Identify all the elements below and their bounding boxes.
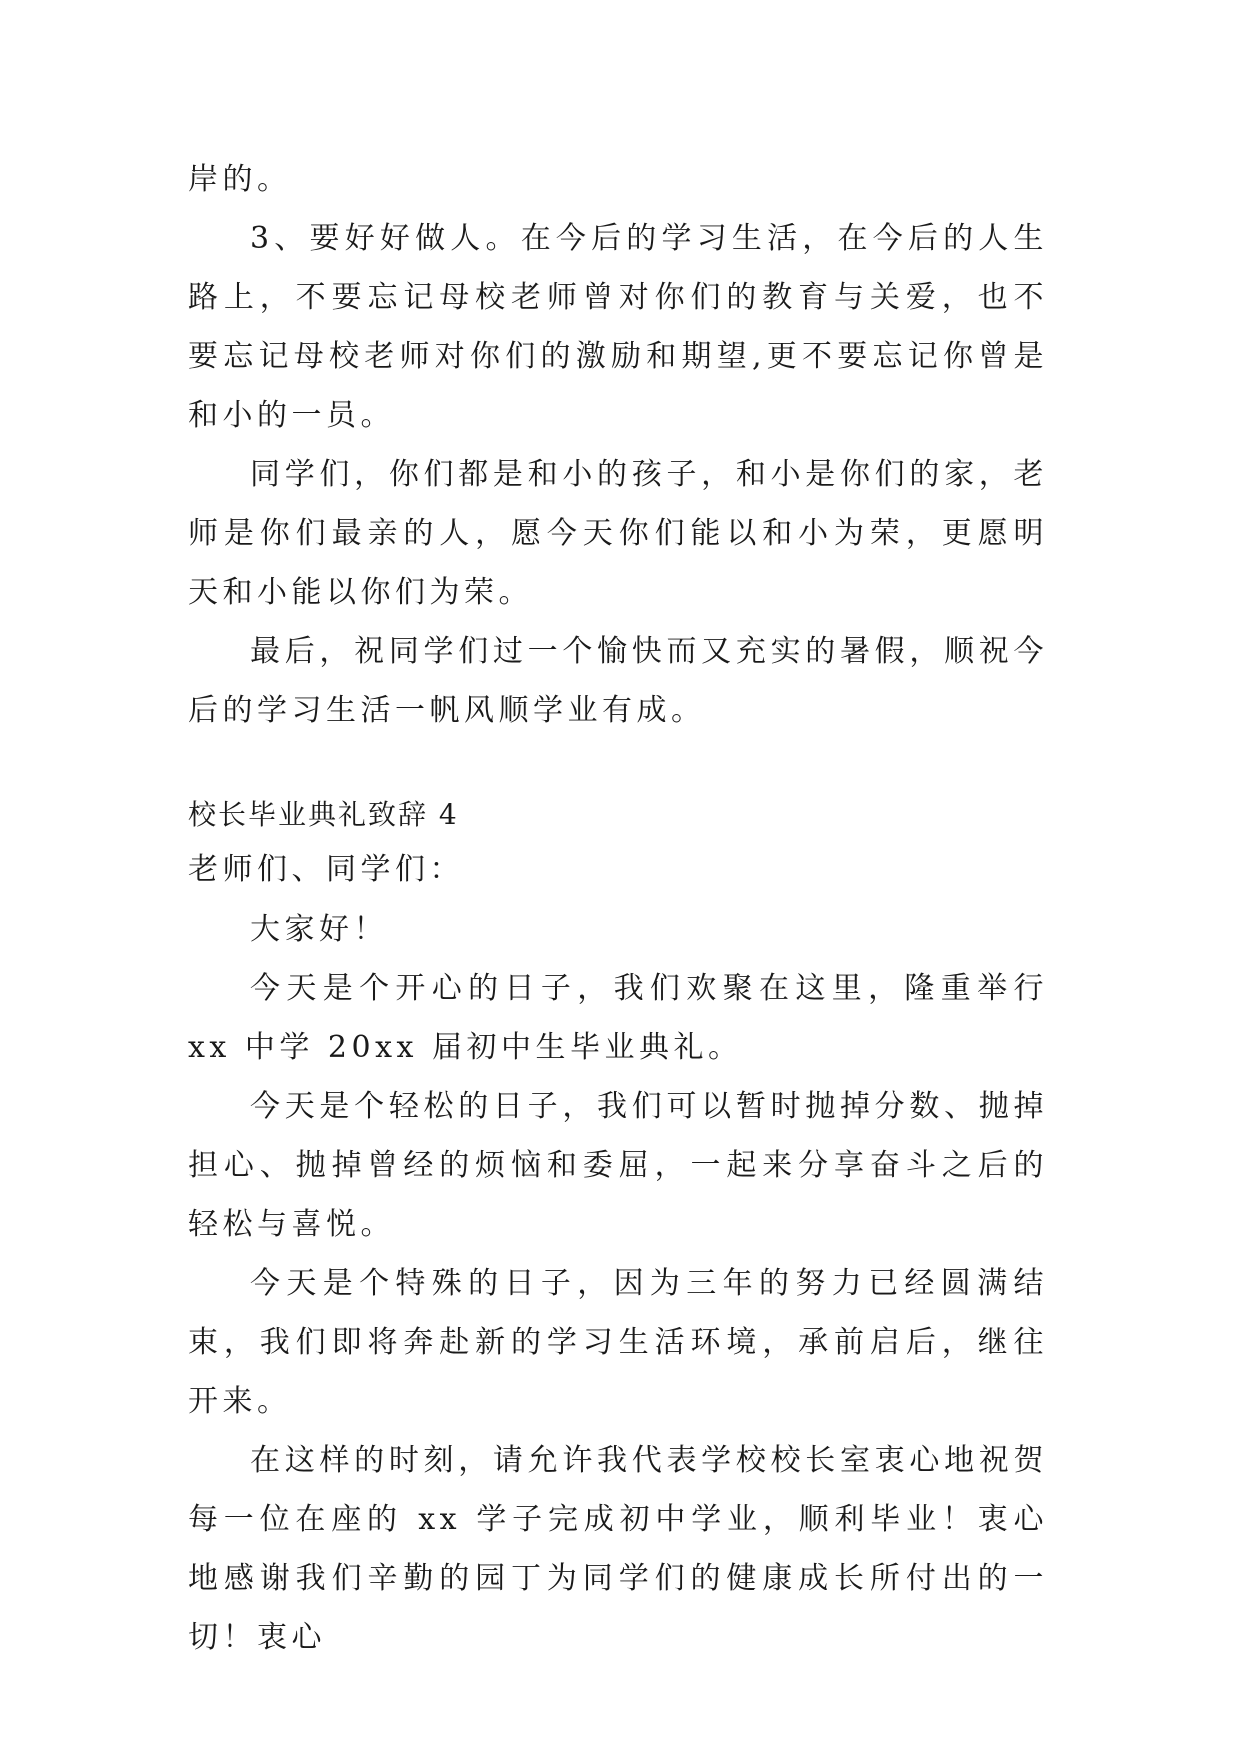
paragraph-happy-day: 今天是个开心的日子，我们欢聚在这里，隆重举行 xx 中学 20xx 届初中生毕业典礼。 [188, 971, 1048, 1065]
paragraph-continuation: 岸的。 [188, 162, 292, 197]
paragraph-special-day: 今天是个特殊的日子，因为三年的努力已经圆满结束，我们即将奔赴新的学习生活环境，承前启后，继往开来。 [188, 1266, 1048, 1419]
section-gap [188, 740, 1048, 790]
paragraph-point-3: 3、要好好做人。在今后的学习生活，在今后的人生路上，不要忘记母校老师曾对你们的教育与关爱，也不要忘记母校老师对你们的激励和期望,更不要忘记你曾是和小的一员。 [188, 221, 1048, 433]
section-heading: 校长毕业典礼致辞 4 [188, 798, 459, 831]
paragraph-moment: 在这样的时刻，请允许我代表学校校长室衷心地祝贺每一位在座的 xx 学子完成初中学业，顺利毕业！衷心地感谢我们辛勤的园丁为同学们的健康成长所付出的一切！衷心 [188, 1443, 1048, 1655]
greeting: 大家好！ [250, 912, 388, 947]
paragraph-finally: 最后，祝同学们过一个愉快而又充实的暑假，顺祝今后的学习生活一帆风顺学业有成。 [188, 634, 1048, 728]
paragraph-classmates: 同学们，你们都是和小的孩子，和小是你们的家，老师是你们最亲的人，愿今天你们能以和小为荣，更愿明天和小能以你们为荣。 [188, 457, 1048, 610]
salutation: 老师们、同学们： [188, 852, 464, 887]
document-page [188, 150, 1048, 1667]
paragraph-relaxed-day: 今天是个轻松的日子，我们可以暂时抛掉分数、抛掉担心、抛掉曾经的烦恼和委屈，一起来分享奋斗之后的轻松与喜悦。 [188, 1089, 1048, 1242]
